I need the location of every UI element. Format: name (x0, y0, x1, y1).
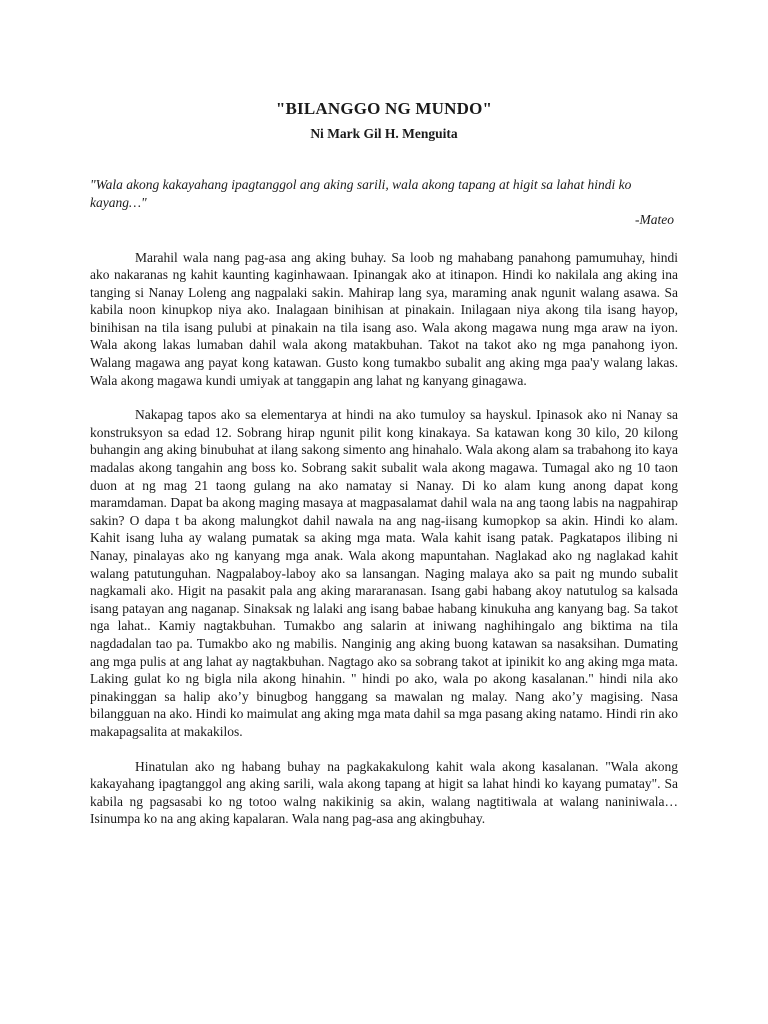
document-title: "BILANGGO NG MUNDO" (275, 99, 493, 118)
body-paragraph-2: Nakapag tapos ako sa elementarya at hindi na ako tumuloy sa hayskul. Ipinasok ako ni Nanay sa konstruksyon sa edad 12. Sobrang hirap ngunit pilit kong kinakaya. Sa katawan kong 30 kilo, 20 kilong buhangin ang aking binubuhat at ilang sakong simento ang hinahalo. Wala akong alam sa trabahong ito kaya madalas akong tangahin ang boss ko. Sobrang sakit subalit wala akong magawa. Tumagal ako ng 10 taon duon at ng mag 21 taong gulang na ako namatay si Nanay. Di ko alam kung anong dapat kong maramdaman. Dapat ba akong maging masaya at magpasalamat dahil wala na ang taong labis na nagpahirap sakin? O dapa t ba akong malungkot dahil nawala na ang nag-iisang kumopkop sa akin. Hindi ko alam. Kahit isang luha ay walang pumatak sa aking mga mata. Wala kahit isang patak. Pagkatapos ilibing ni Nanay, pinalayas ako ng kanyang mga anak. Wala akong mapuntahan. Naglakad ako ng naglakad kahit walang patutunguhan. Nagpalaboy-laboy ako sa lansangan. Naging malaya ako sa pait ng mundo subalit nagkamali ako. Higit na pasakit pala ang aking mararanasan. Isang gabi habang akoy natutulog sa kalsada isang patayan ang naganap. Sinaksak ng lalaki ang isang babae habang kinukuha ang kanyang bag. Sa takot nga lahat.. Kamiy nagtakbuhan. Tumakbo ang salarin at iniwang naghihingalo ang biktima na tila nagdadalan tao pa. Tumakbo ako ng mabilis. Nanginig ang aking buong katawan sa nasaksihan. Dumating ang mga pulis at ang lahat ay nagtakbuhan. Nagtago ako sa sobrang takot at ipinikit ko ang aking mga mata. Laking gulat ko ng bigla nila akong hinahin. " hindi po ako, wala po akong kasalanan." hindi nila ako pinakinggan sa halip ako’y binugbog hanggang sa mawalan ng malay. Nang ako’y magising. Nasa bilangguan na ako. Hindi ko maimulat ang aking mga mata dahil sa mga pasang aking natamo. Hindi rin ako makapagsalita at makakilos. (90, 407, 678, 739)
body-paragraph-3: Hinatulan ako ng habang buhay na pagkakakulong kahit wala akong kasalanan. "Wala akong kakayahang ipagtanggol ang aking sarili, wala akong tapang at higit sa lahat hindi ko kayang pumatay". Sa kabila ng pagsasabi ko ng totoo walng nakikinig sa akin, walang nagtitiwala at walang naniniwala… Isinumpa ko na ang aking kapalaran. Wala nang pag-asa ang akingbuhay. (90, 758, 678, 827)
epigraph (90, 176, 678, 229)
body-paragraph-1: Marahil wala nang pag-asa ang aking buhay. Sa loob ng mahabang panahong pamumuhay, hindi ako nakaranas ng kahit kaunting kaginhawaan. Ipinangak ako at itinapon. Hindi ko nakilala ang aking ina tanging si Nanay Loleng ang nagpalaki sakin. Mahirap lang sya, maraming anak ngunit walang asawa. Sa kabila noon kinupkop niya ako. Inalagaan binihisan at pinakain. Inilagaan niya akong tila isang hayop, binihisan na tila isang pulubi at pinakain na tila isang aso. Wala akong magawa nung mga araw na iyon. Wala akong lakas lumaban dahil wala akong matakbuhan. Takot na takot ako ng mga panahong iyon. Walang magawa ang payat kong katawan. Gusto kong tumakbo subalit ang aking mga paa'y walang lakas. Wala akong magawa kundi umiyak at tanggapin ang lahat ng kanyang ginagawa. (90, 249, 678, 388)
epigraph-text: "Wala akong kakayahang ipagtanggol ang aking sarili, wala akong tapang at higit sa lahat hindi ko kayang…" (90, 177, 632, 210)
document-author: Ni Mark Gil H. Menguita (310, 126, 458, 141)
epigraph-attribution: -Mateo (635, 212, 674, 227)
